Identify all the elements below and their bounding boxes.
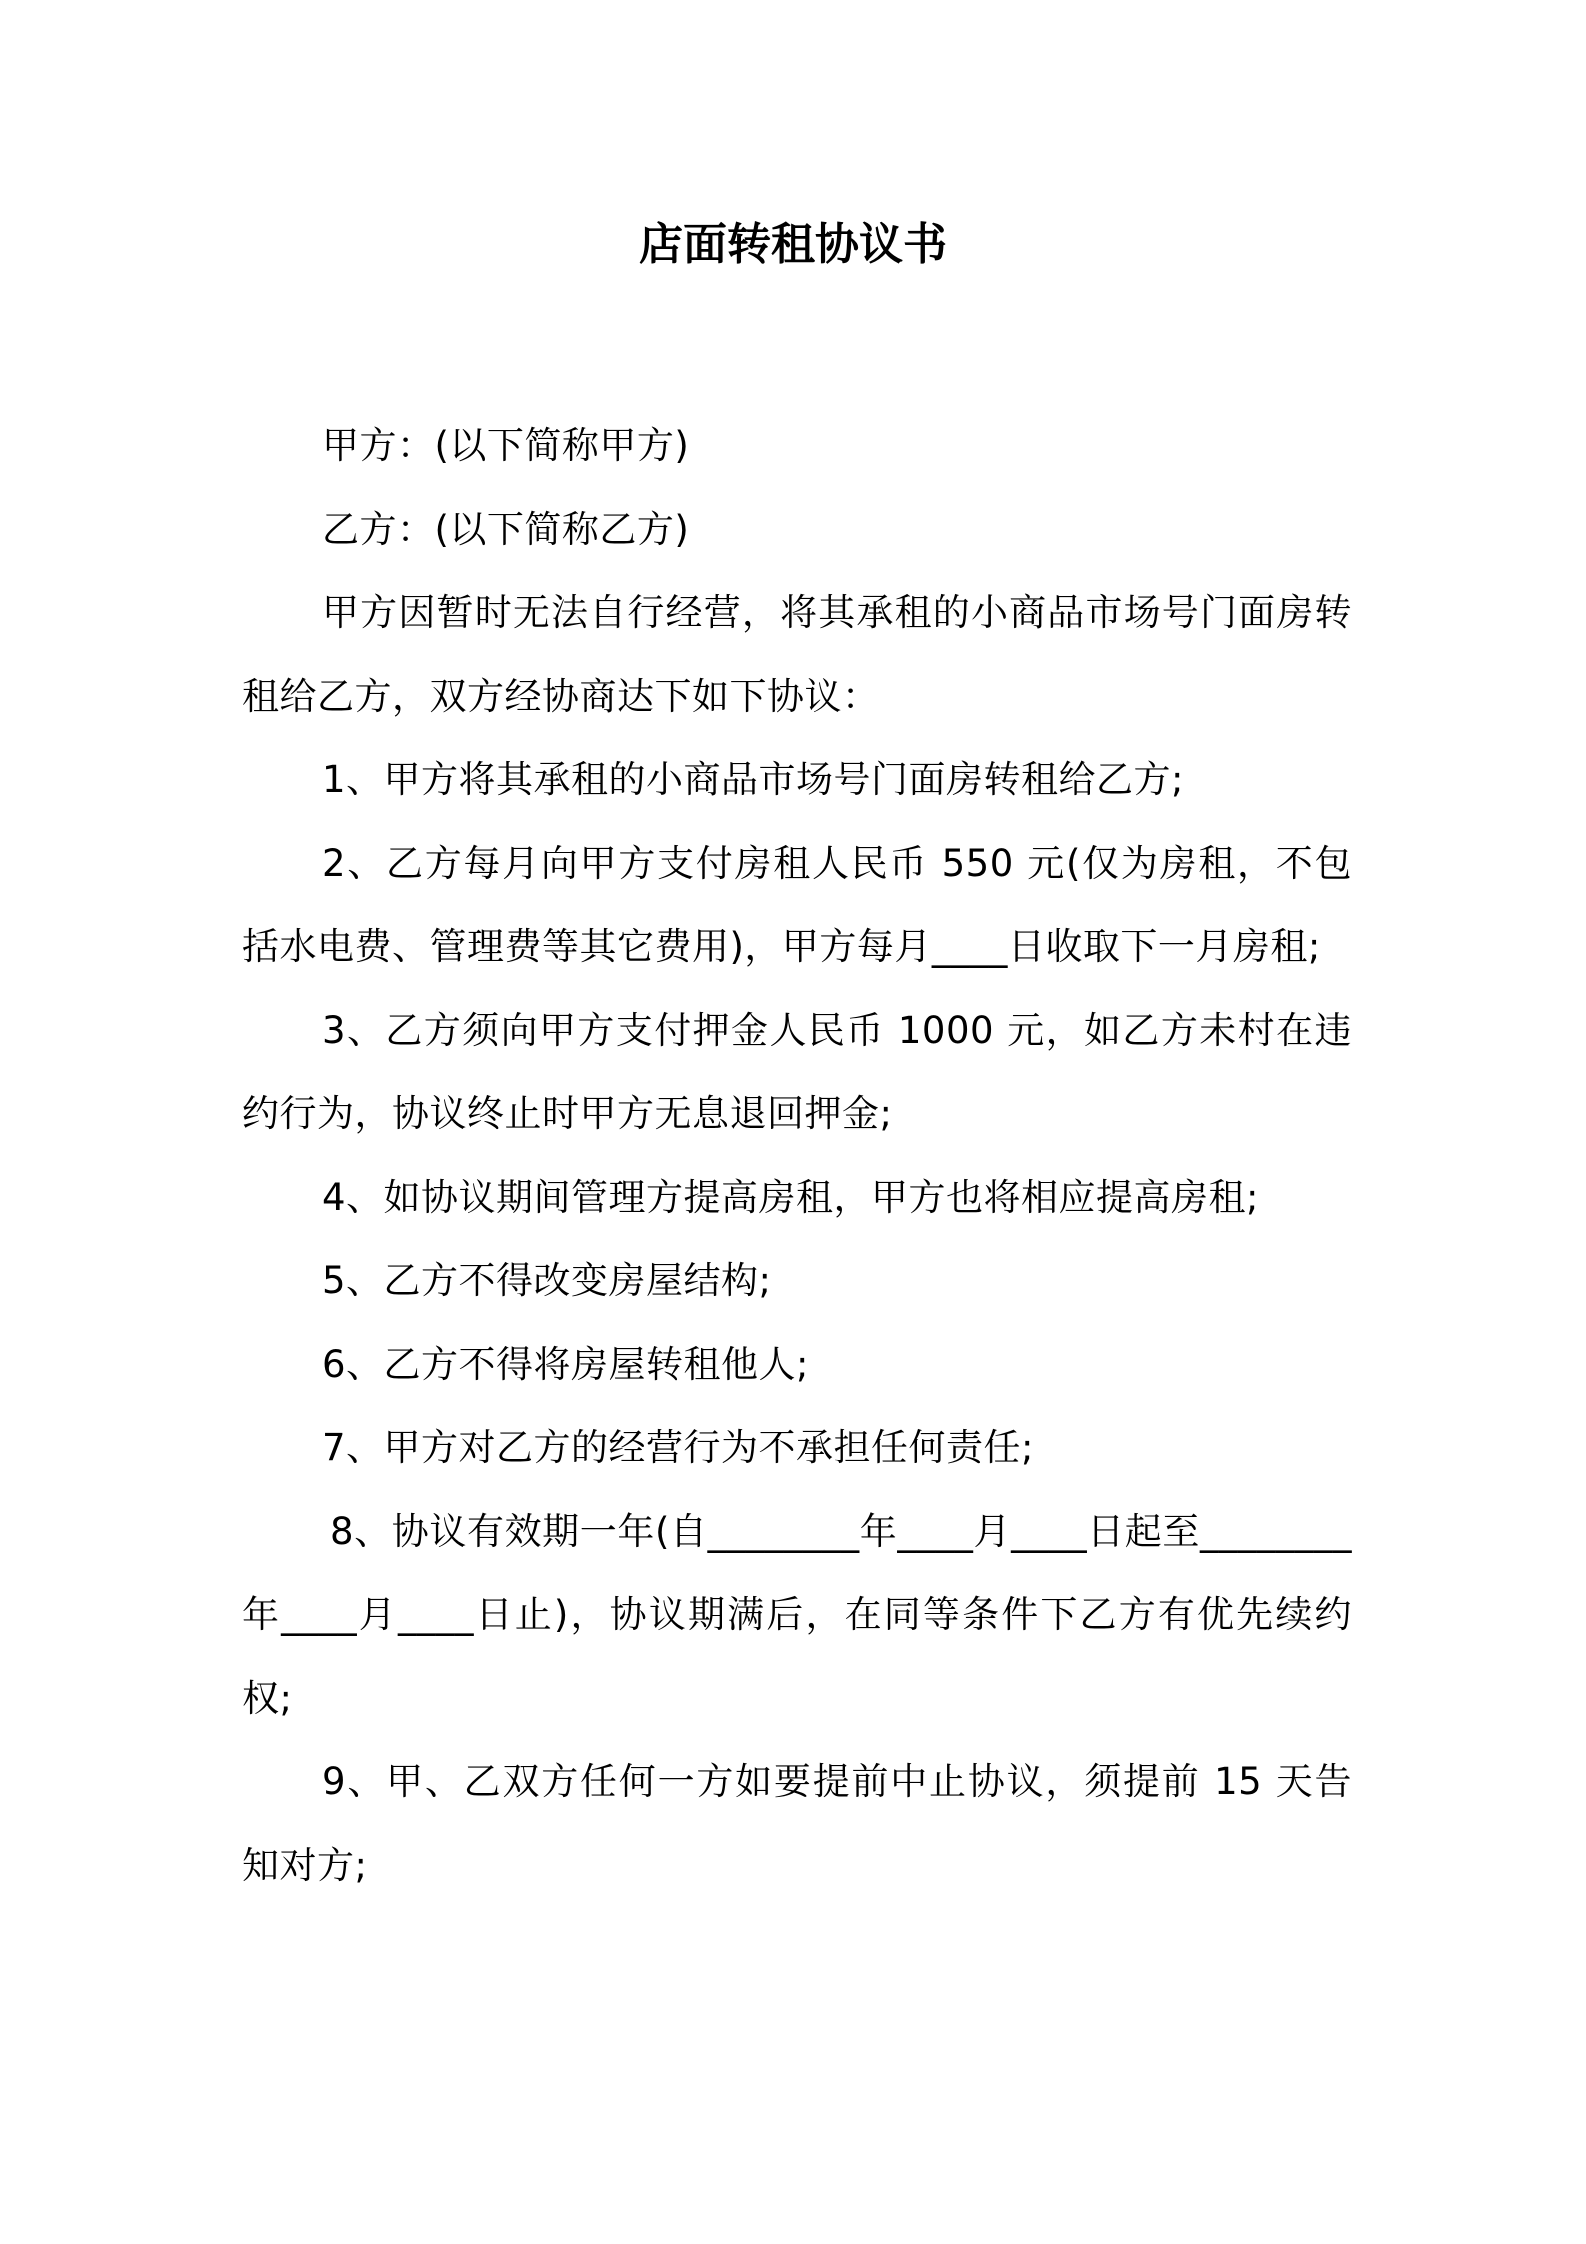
document-body [242,404,1352,1907]
clause-2: 2、乙方每月向甲方支付房租人民币 550 元(仅为房租，不包括水电费、管理费等其它费用)，甲方每月____日收取下一月房租; [242,841,1352,968]
clause-9: 9、甲、乙双方任何一方如要提前中止协议，须提前 15 天告知对方; [242,1760,1352,1887]
clause-7: 7、甲方对乙方的经营行为不承担任何责任; [322,1426,1035,1469]
clause-8: 8、协议有效期一年(自________年____月____日起至________年____月____日止)，协议期满后，在同等条件下乙方有优先续约权; [242,1509,1352,1720]
clause-1: 1、甲方将其承租的小商品市场号门面房转租给乙方; [322,758,1185,801]
clause-3: 3、乙方须向甲方支付押金人民币 1000 元，如乙方未村在违约行为，协议终止时甲方无息退回押金; [242,1008,1352,1135]
clause-5: 5、乙方不得改变房屋结构; [322,1259,772,1302]
preamble-paragraph: 甲方因暂时无法自行经营，将其承租的小商品市场号门面房转租给乙方，双方经协商达下如下协议： [242,591,1352,718]
party-a-line: 甲方：(以下简称甲方) [322,424,690,467]
document-title: 店面转租协议书 [639,219,947,270]
party-b-line: 乙方：(以下简称乙方) [322,507,690,551]
clause-6: 6、乙方不得将房屋转租他人; [322,1342,810,1386]
clause-4: 4、如协议期间管理方提高房租，甲方也将相应提高房租; [322,1175,1260,1219]
